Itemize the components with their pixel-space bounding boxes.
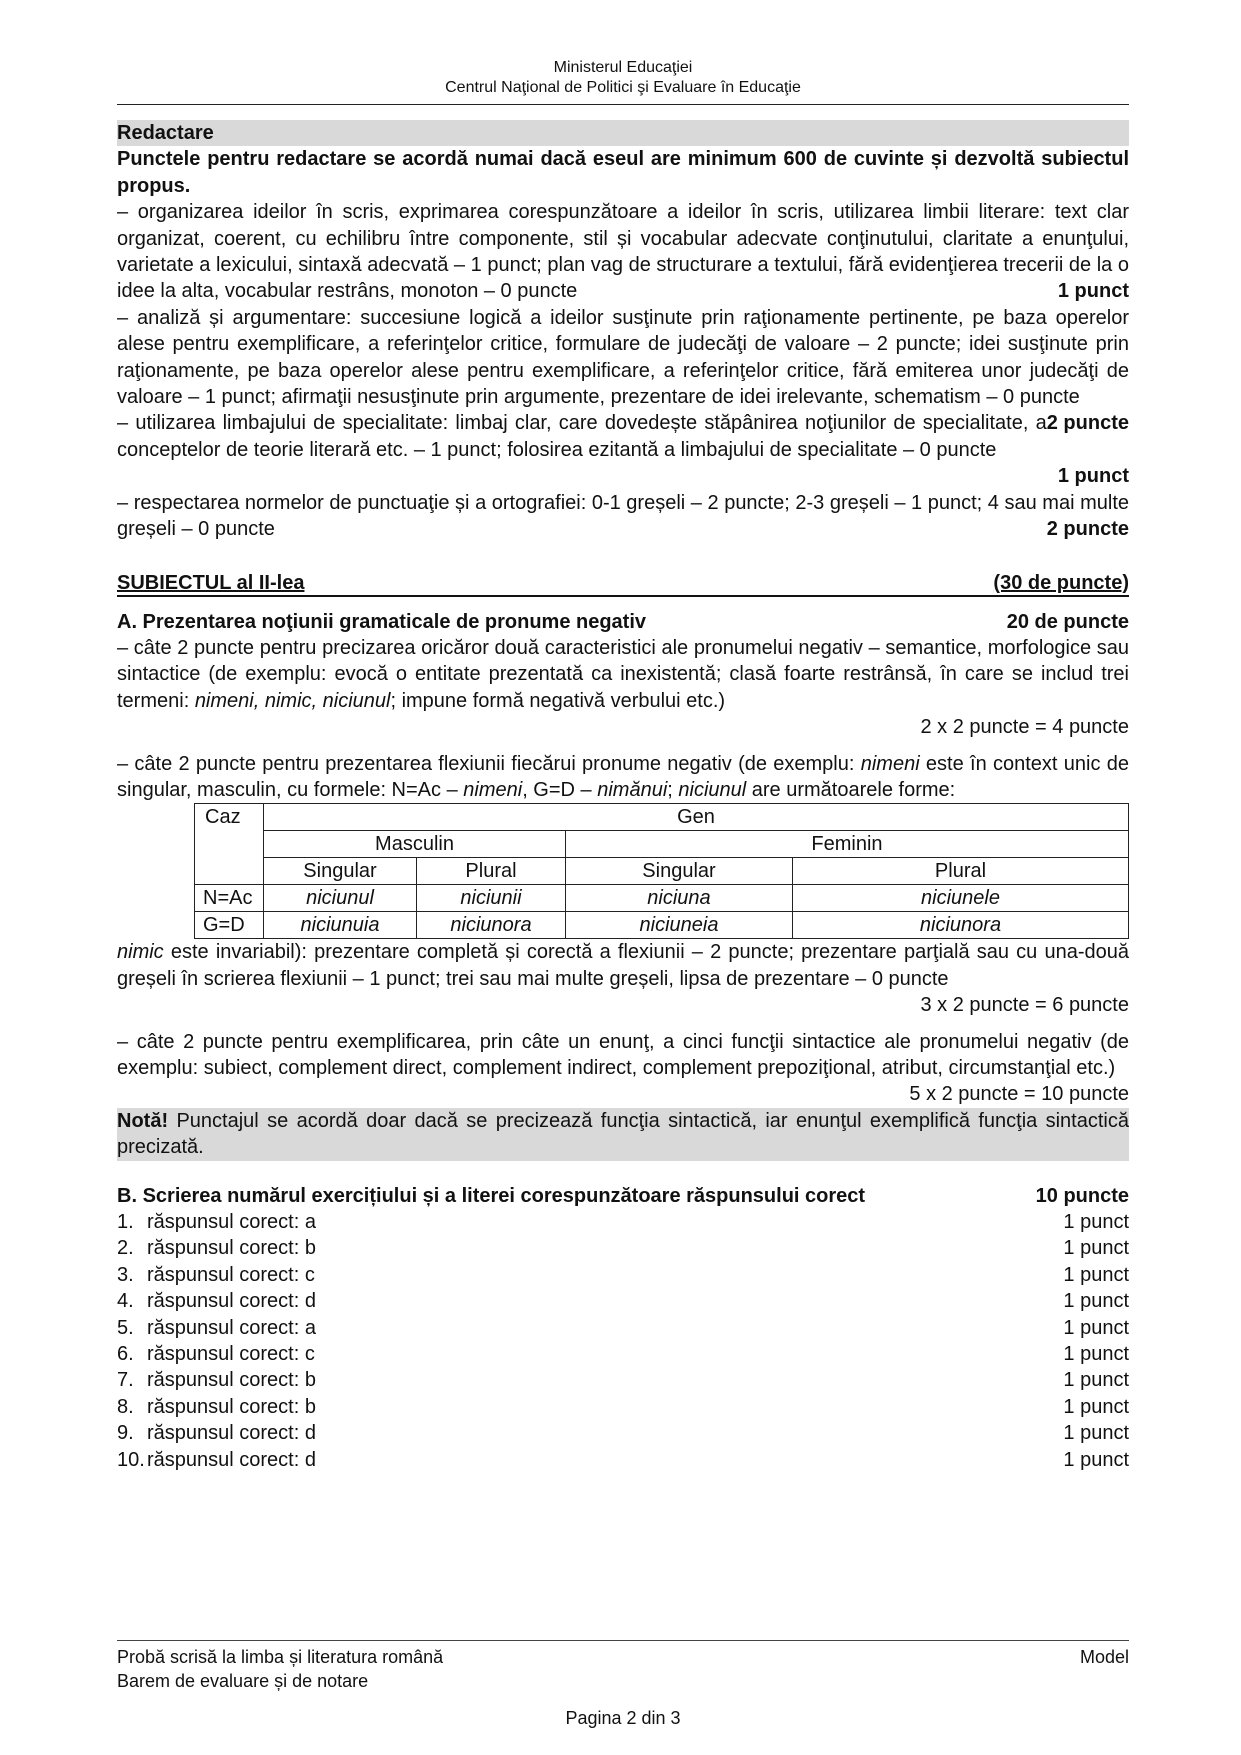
list-item [117,1420,1129,1446]
list-item [117,1447,1129,1473]
part-a-item-3-score: 5 x 2 puncte = 10 puncte [909,1083,1129,1106]
header-divider [117,104,1129,105]
table-header-singular: Singular [566,858,793,885]
answer-number: 9. [117,1422,134,1445]
item-italic: nimănui [597,778,668,801]
list-item [117,1367,1129,1393]
table-cell: niciuneia [566,912,793,939]
answer-number: 2. [117,1237,134,1260]
part-a-item-1 [117,635,1129,714]
answer-score: 1 punct [1063,1237,1129,1260]
subject-heading [117,571,1129,597]
answer-score: 1 punct [1063,1211,1129,1233]
criterion-organizare [117,199,1129,305]
list-item [117,1209,1129,1235]
table-header-singular: Singular [264,858,417,885]
item-italic-terms: nimeni, nimic, niciunul [194,689,391,712]
answer-number: 3. [117,1263,134,1286]
table-header-plural: Plural [417,858,566,885]
item-text: este în context unic de singular, masculin, cu formele: N=Ac – [117,752,1130,801]
part-a-item-2-continued [117,939,1129,1017]
part-b-points: 10 puncte [1035,1184,1129,1207]
item-italic: niciunul [678,778,747,801]
answer-score: 1 punct [1063,1316,1129,1339]
answer-score: 1 punct [1063,1448,1129,1471]
table-cell: niciuna [566,885,793,912]
inflection-table [194,803,1129,939]
criterion-text: – respectarea normelor de punctuaţie și a ortografiei: 0-1 greșeli – 2 puncte; 2-3 greșeli – 1 punct; 4 sau mai multe greșeli – 0 puncte [117,491,1129,541]
redactare-intro: Punctele pentru redactare se acordă numai dacă eseul are minimum 600 de cuvinte și dezvoltă subiectul propus. [117,148,1129,197]
criterion-text: – organizarea ideilor în scris, exprimarea corespunzătoare a ideilor în scris, utilizarea limbii literare: text clar organizat, coerent, cu echilibru între componente, stil și vocabular adecvate conţinutului, claritate a enunţului, varietate a lexicului, sintaxă adecvată – 1 punct; plan vag de structurare a textului, fără evidenţierea trecerii de la o idee la alta, vocabular restrâns, monoton – 0 puncte [117,201,1129,303]
list-item [117,1394,1129,1420]
part-b-title [117,1183,865,1209]
part-a-item-1-score: 2 x 2 puncte = 4 puncte [920,716,1129,739]
criterion-analiza [117,305,1129,435]
answer-number: 1. [117,1211,134,1233]
answer-score: 1 punct [1063,1343,1129,1366]
criterion-score: 2 puncte [1046,518,1129,541]
answer-text: răspunsul corect: b [147,1369,316,1392]
page-footer [117,1645,1129,1693]
criterion-score: 1 punct [1057,280,1129,303]
list-item [117,1341,1129,1367]
header-center: Centrul Naţional de Politici şi Evaluare în Educaţie [445,79,801,96]
criterion-score: 1 punct [1057,465,1129,488]
footer-barem-title: Barem de evaluare și de notare [117,1671,369,1691]
item-italic: nimeni [860,752,920,775]
item-text: ; impune formă negativă verbului etc.) [390,689,726,712]
item-text: este invariabil): prezentare completă și corectă a flexiunii – 2 puncte; prezentare parţială sau cu una-două greșeli în scrierea flexiunii – 1 punct; trei sau mai multe greșeli, lipsa de prezentare – 0 puncte [117,941,1129,990]
item-italic: nimeni [463,778,523,801]
item-text: – câte 2 puncte pentru exemplificarea, prin câte un enunţ, a cinci funcţii sintactice ale pronumelui negativ (de exemplu: subiect, complement direct, complement indirect, complement prepoziţional, atribut, circumstanţial etc.) [117,1030,1129,1079]
answer-text: răspunsul corect: a [147,1211,316,1233]
answer-number: 5. [117,1316,134,1339]
table-header-gen: Gen [264,804,1129,831]
answer-number: 8. [117,1395,134,1418]
answer-score: 1 punct [1063,1369,1129,1392]
note-label: Notă! [117,1109,169,1132]
criterion-limbaj [117,410,1129,463]
page-number: Pagina 2 din 3 [565,1708,681,1728]
part-a-note [117,1108,1129,1161]
table-cell: niciunele [793,885,1129,912]
list-item [117,1262,1129,1288]
item-text: , G=D – [522,778,598,801]
table-header-masculin: Masculin [264,831,566,858]
answer-number: 10. [117,1448,145,1471]
table-cell: niciunora [417,912,566,939]
table-cell: niciunora [793,912,1129,939]
subject-points: (30 de puncte) [993,571,1129,594]
answer-text: răspunsul corect: c [147,1343,315,1366]
answer-text: răspunsul corect: d [147,1290,316,1313]
criterion-score: 2 puncte [1046,412,1129,435]
footer-model-label: Model [1079,1647,1129,1667]
table-header-plural: Plural [793,858,1129,885]
part-a-item-2 [117,751,1129,804]
criterion-text: – utilizarea limbajului de specialitate: limbaj clar, care dovedește stăpânirea noţiunilor de specialitate, a conceptelor de teorie literară etc. – 1 punct; folosirea ezitantă a limbajului de specialitate – 0 puncte [117,412,1047,461]
table-cell-case: N=Ac [195,885,264,912]
criterion-ortografie [117,490,1129,543]
part-b-letter: B [117,1184,132,1207]
note-text: Punctajul se acordă doar dacă se precizează funcţia sintactică, iar enunţul exemplifică funcţia sintactică precizată. [117,1109,1129,1159]
item-text: ; [667,778,679,801]
item-text: – câte 2 puncte pentru precizarea oricăror două caracteristici ale pronumelui negativ – semantice, morfologice sau sintactice (de exemplu: evocă o entitate prezentată ca inexistentă; clasă foarte restrânsă, în care se includ trei termeni: [117,636,1129,712]
page-body [117,120,1129,1473]
answer-score: 1 punct [1063,1263,1129,1286]
header-ministry: Ministerul Educaţiei [553,59,693,76]
part-b-heading [117,1183,1129,1209]
part-b-title-text: . Scrierea numărul exercițiului și a literei corespunzătoare răspunsului corect [131,1184,866,1207]
table-row [195,885,1129,912]
answer-text: răspunsul corect: b [147,1395,316,1418]
part-a-heading [117,609,1129,635]
part-a-points: 20 de puncte [1006,610,1129,633]
part-a-item-3 [117,1029,1129,1106]
table-header-caz: Caz [195,804,264,885]
table-cell: niciunuia [264,912,417,939]
answer-list [117,1209,1129,1473]
list-item [117,1288,1129,1314]
answer-text: răspunsul corect: a [147,1316,316,1339]
answer-text: răspunsul corect: d [147,1422,316,1445]
page-header [117,58,1129,98]
footer-divider [117,1640,1129,1641]
answer-number: 7. [117,1369,134,1392]
subject-title: SUBIECTUL al II-lea [117,571,305,594]
part-a-item-2-score: 3 x 2 puncte = 6 puncte [920,994,1129,1017]
answer-text: răspunsul corect: c [147,1263,315,1286]
part-a-title: A. Prezentarea noţiunii gramaticale de pronume negativ [117,610,647,633]
answer-text: răspunsul corect: b [147,1237,316,1260]
answer-number: 4. [117,1290,134,1313]
answer-score: 1 punct [1063,1422,1129,1445]
redactare-title: Redactare [117,120,1129,146]
item-text: are următoarele forme: [746,778,956,801]
list-item [117,1235,1129,1261]
answer-score: 1 punct [1063,1290,1129,1313]
footer-exam-title: Probă scrisă la limba și literatura română [117,1647,444,1667]
table-cell: niciunii [417,885,566,912]
item-italic: nimic [117,941,164,964]
answer-score: 1 punct [1063,1395,1129,1418]
item-text: – câte 2 puncte pentru prezentarea flexiunii fiecărui pronume negativ (de exemplu: [117,752,861,775]
table-cell: niciunul [264,885,417,912]
list-item [117,1315,1129,1341]
table-cell-case: G=D [195,912,264,939]
answer-text: răspunsul corect: d [147,1448,316,1471]
criterion-text: – analiză și argumentare: succesiune logică a ideilor susţinute prin raţionamente pertinente, pe baza operelor alese pentru exemplificare, a referinţelor critice, formulare de judecăţi de valoare – 2 puncte; idei susţinute prin raţionamente, pe baza operelor alese pentru exemplificare, a referinţelor critice, fără emiterea unor judecăţi de valoare – 1 punct; afirmaţii nesusţinute prin argumente, prezentare de idei irelevante, schematism – 0 puncte [117,306,1129,409]
table-row [195,912,1129,939]
answer-number: 6. [117,1343,134,1366]
table-header-feminin: Feminin [566,831,1129,858]
